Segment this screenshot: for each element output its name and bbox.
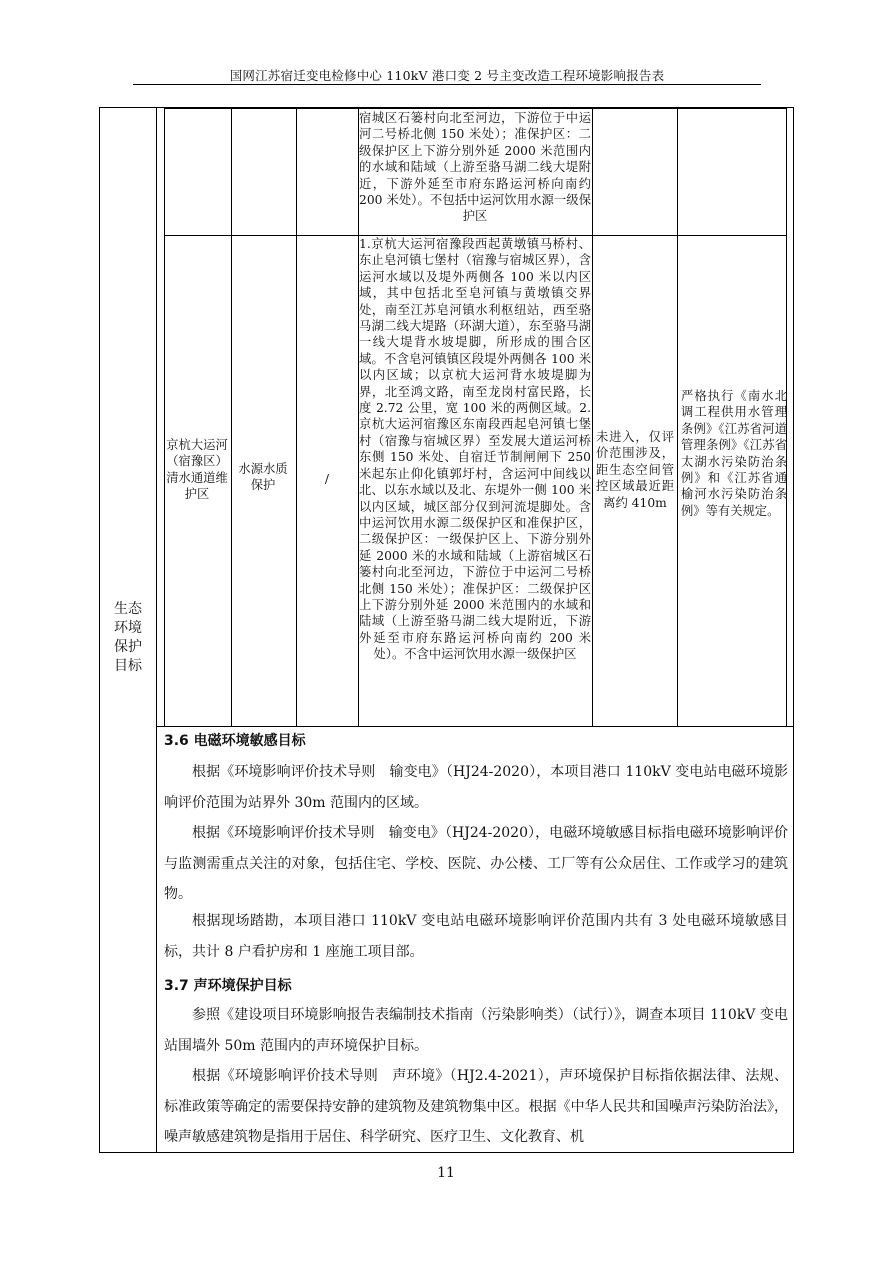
section-3-6-paragraph-3: 根据现场踏勘，本项目港口 110kV 变电站电磁环境影响评价范围内共有 3 处电磁环境敏感目标，共计 8 户看护房和 1 座施工项目部。 bbox=[164, 913, 788, 960]
header-rule bbox=[133, 84, 761, 85]
col-divider-3 bbox=[231, 108, 232, 726]
section-3-7-heading: 3.7 声环境保护目标 bbox=[164, 978, 292, 994]
row2-requirement-text: 严格执行《南水北调工程供用水管理条例》《江苏省河道管理条例》《江苏省太湖水污染防治条例》和《江苏省通榆河水污染防治条例》等有关规定。 bbox=[681, 389, 787, 518]
side-category-label: 生态 环境 保护 目标 bbox=[114, 601, 142, 674]
row2-level-text: / bbox=[324, 472, 330, 486]
row2-name-text: 京杭大运河（宿豫区）清水通道维护区 bbox=[166, 438, 228, 502]
section-3-7-paragraph-2: 根据《环境影响评价技术导则 声环境》（HJ2.4-2021），声环境保护目标指依据法律、法规、标准政策等确定的需要保持安静的建筑物及建筑物集中区。根据《中华人民共和国噪声污染防治法》，噪声敏感建筑物是指用于居住、科学研究、医疗卫生、文化教育、机 bbox=[164, 1068, 788, 1145]
col-divider-7 bbox=[677, 108, 678, 726]
row2-relation-text: 未进入，仅评价范围涉及，距生态空间管控区域最近距离约 410m bbox=[596, 430, 674, 510]
section-3-6-paragraph-1: 根据《环境影响评价技术导则 输变电》（HJ24-2020），本项目港口 110kV 变电站电磁环境影响评价范围为站界外 30m 范围内的区域。 bbox=[164, 764, 788, 811]
page-header-title: 国网江苏宿迁变电检修中心 110kV 港口变 2 号主变改造工程环境影响报告表 bbox=[229, 68, 665, 83]
section-3-6-heading: 3.6 电磁环境敏感目标 bbox=[164, 733, 306, 749]
row2-type-text: 水源水质保护 bbox=[238, 462, 288, 493]
table-top-rule bbox=[164, 108, 786, 109]
section-3-7-paragraph-1: 参照《建设项目环境影响报告表编制技术指南（污染影响类）（试行）》，调查本项目 110kV 变电站围墙外 50m 范围内的声环境保护目标。 bbox=[164, 1007, 788, 1054]
table-bottom-rule bbox=[156, 726, 793, 727]
row1-scope-text: 宿城区石篓村向北至河边，下游位于中运河二号桥北侧 150 米处）；准保护区：二级保护区上下游分别外延 2000 米范围内的水域和陆域（上游至骆马湖二线大堤附近，下游外延至市府东路运河桥向南约 200 米处）。不包括中运河饮用水源一级保护区 bbox=[359, 111, 591, 224]
section-3-6-paragraph-2: 根据《环境影响评价技术导则 输变电》（HJ24-2020），电磁环境敏感目标指电磁环境影响评价与监测需重点关注的对象，包括住宅、学校、医院、办公楼、工厂等有公众居住、工作或学习的建筑物。 bbox=[164, 825, 788, 902]
col-divider-4 bbox=[296, 108, 297, 726]
col-divider-2 bbox=[164, 108, 165, 726]
col-divider-6 bbox=[592, 108, 593, 726]
row2-scope-text: 1.京杭大运河宿豫段西起黄墩镇马桥村、东止皂河镇七堡村（宿豫与宿城区界），含运河水域以及堤外两侧各 100 米以内区域，其中包括北至皂河镇与黄墩镇交界处，南至江苏皂河镇水利枢纽站，西至骆马湖二线大堤路（环湖大道），东至骆马湖一线大堤背水坡堤脚，所形成的围合区域。不含皂河镇镇区段堤外两侧各 100 米以内区域；以京杭大运河背水坡堤脚为界，北至鸿文路，南至龙岗村富民路，长度 2.72 公里，宽 100 米的两侧区域。2.京杭大运河宿豫区东南段西起皂河镇七堡村（宿豫与宿城区界）至发展大道运河桥东侧 150 米处、自宿迁节制闸闸下 250 米起东止仰化镇郭圩村，含运河中间线以北、以东水域以及北、东堤外一侧 100 米以内区域，城区部分仅到河流堤脚处。含中运河饮用水源二级保护区和准保护区，二级保护区：一级保护区上、下游分别外延 2000 米的水域和陆域（上游宿城区石篓村向北至河边，下游位于中运河二号桥北侧 150 米处）；准保护区：二级保护区上下游分别外延 2000 米范围内的水域和陆域（上游至骆马湖二线大堤附近，下游外延至市府东路运河桥向南约 200 米处）。不含中运河饮用水源一级保护区 bbox=[359, 237, 591, 662]
col-divider-1 bbox=[156, 108, 157, 1152]
page-number: 11 bbox=[437, 1165, 455, 1181]
